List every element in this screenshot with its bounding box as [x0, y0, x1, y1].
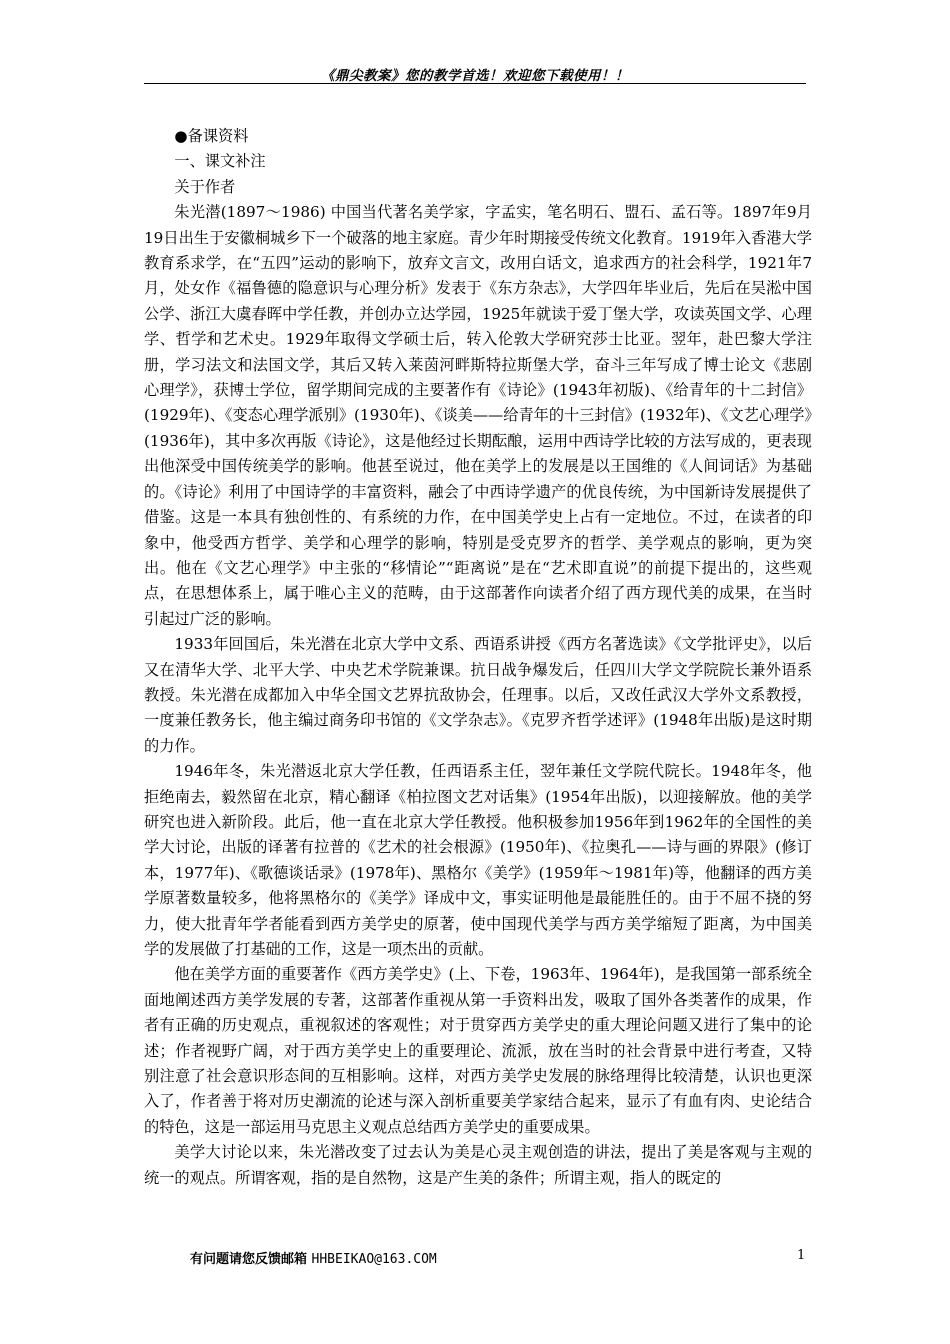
paragraph: 美学大讨论以来，朱光潜改变了过去认为美是心灵主观创造的讲法，提出了美是客观与主观的统一的观点。所谓客观，指的是自然物，这是产生美的条件；所谓主观，指人的既定的: [144, 1143, 812, 1187]
page-number: 1: [797, 1248, 806, 1263]
paragraph: 1946年冬，朱光潜返北京大学任教，任西语系主任，翌年兼任文学院代院长。1948年冬，他拒绝南去，毅然留在北京，精心翻译《柏拉图文艺对话集》(1954年出版)，以迎接解放。他的美学研究也进入新阶段。此后，他一直在北京大学任教授。他积极参加1956年到1962年的全国性的美学大讨论，出版的译著有拉普的《艺术的社会根源》(1950年)、《拉奥孔——诗与画的界限》(修订本，1977年)、《歌德谈话录》(1978年)、黑格尔《美学》(1959年～1981年)等，他翻译的西方美学原著数量较多，他将黑格尔的《美学》译成中文，事实证明他是最能胜任的。由于不屈不挠的努力，使大批青年学者能看到西方美学史的原著，使中国现代美学与西方美学缩短了距离，为中国美学的发展做了打基础的工作，这是一项杰出的贡献。: [144, 762, 812, 958]
header-rule: [144, 83, 806, 84]
paragraph: 1933年回国后，朱光潜在北京大学中文系、西语系讲授《西方名著选读》《文学批评史》，以后又在清华大学、北平大学、中央艺术学院兼课。抗日战争爆发后，任四川大学文学院院长兼外语系教授。朱光潜在成都加入中华全国文艺界抗敌协会，任理事。以后，又改任武汉大学外文系教授，一度兼任教务长，他主编过商务印书馆的《文学杂志》。《克罗齐哲学述评》(1948年出版)是这时期的力作。: [144, 635, 812, 755]
page-header: 《鼎尖教案》您的教学首选！欢迎您下载使用！！: [321, 68, 629, 84]
topic-label: 关于作者: [174, 177, 236, 196]
page-footer: [190, 1248, 437, 1267]
paragraph: 他在美学方面的重要著作《西方美学史》(上、下卷，1963年、1964年)，是我国第一部系统全面地阐述西方美学发展的专著，这部著作重视从第一手资料出发，吸取了国外各类著作的成果，作者有正确的历史观点，重视叙述的客观性；对于贯穿西方美学史的重大理论问题又进行了集中的论述；作者视野广阔，对于西方美学史上的重要理论、流派，放在当时的社会背景中进行考查，又特别注意了社会意识形态间的互相影响。这样，对西方美学史发展的脉络理得比较清楚，认识也更深入了，作者善于将对历史潮流的论述与深入剖析重要美学家结合起来，显示了有血有肉、史论结合的特色，这是一部运用马克思主义观点总结西方美学史的重要成果。: [144, 965, 812, 1136]
section-label: ●备课资料: [174, 127, 249, 145]
paragraph: 朱光潜(1897～1986) 中国当代著名美学家，字孟实，笔名明石、盟石、孟石等。1897年9月19日出生于安徽桐城乡下一个破落的地主家庭。青少年时期接受传统文化教育。1919年入香港大学教育系求学，在“五四”运动的影响下，放弃文言文，改用白话文，追求西方的社会科学，1921年7月，处女作《福鲁德的隐意识与心理分析》发表于《东方杂志》，大学四年毕业后，先后在吴淞中国公学、浙江大虞春晖中学任教，并创办立达学园，1925年就读于爱丁堡大学，攻读英国文学、心理学、哲学和艺术史。1929年取得文学硕士后，转入伦敦大学研究莎士比亚。翌年，赴巴黎大学注册，学习法文和法国文学，其后又转入莱茵河畔斯特拉斯堡大学，奋斗三年写成了博士论文《悲剧心理学》，获博士学位，留学期间完成的主要著作有《诗论》(1943年初版)、《给青年的十二封信》(1929年)、《变态心理学派别》(1930年)、《谈美——给青年的十三封信》(1932年)、《文艺心理学》(1936年)，其中多次再版《诗论》，这是他经过长期酝酿，运用中西诗学比较的方法写成的，更表现出他深受中国传统美学的影响。他甚至说过，他在美学上的发展是以王国维的《人间词话》为基础的。《诗论》利用了中国诗学的丰富资料，融会了中西诗学遗产的优良传统，为中国新诗发展提供了借鉴。这是一本具有独创性的、有系统的力作，在中国美学史上占有一定地位。不过，在读者的印象中，他受西方哲学、美学和心理学的影响，特别是受克罗齐的哲学、美学观点的影响，更为突出。他在《文艺心理学》中主张的“移情论”“距离说”是在“艺术即直说”的前提下提出的，这些观点，在思想体系上，属于唯心主义的范畴，由于这部著作向读者介绍了西方现代美的成果，在当时引起过广泛的影响。: [144, 203, 812, 628]
subsection-label: 一、课文补注: [174, 152, 266, 171]
footer-label: 有问题请您反馈邮箱: [190, 1252, 312, 1267]
footer-email: HHBEIKAO@163.COM: [311, 1252, 437, 1267]
document-body: [144, 124, 812, 1191]
